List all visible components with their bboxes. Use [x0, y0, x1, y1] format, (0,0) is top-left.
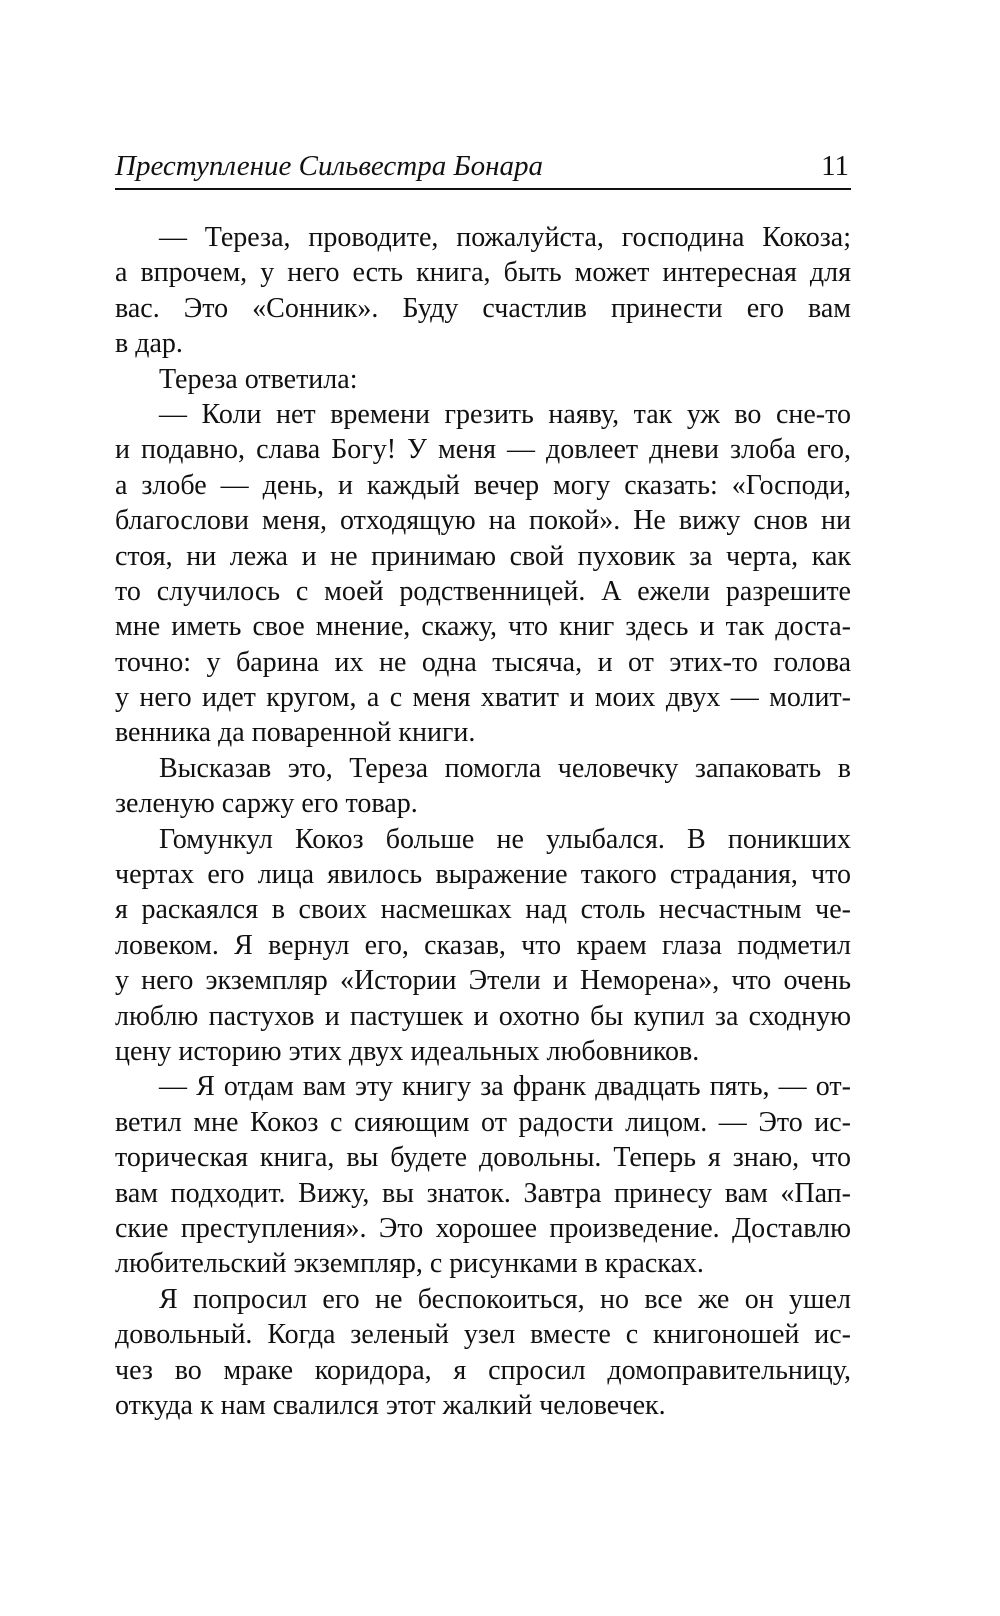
- text-line: у него экземпляр «Истории Этели и Неморена», что очень: [115, 965, 851, 997]
- text-line: в дар.: [115, 328, 183, 360]
- text-line: чез во мраке коридора, я спросил домоправительницу,: [115, 1354, 851, 1386]
- text-line: я раскаялся в своих насмешках над столь несчастным че-: [115, 894, 851, 926]
- text-line: зеленую саржу его товар.: [115, 788, 418, 820]
- text-line: — Тереза, проводите, пожалуйста, господина Кокоза;: [159, 222, 851, 253]
- text-line: Я попросил его не беспокоиться, но все же он ушел: [159, 1283, 851, 1315]
- text-line: благослови меня, отходящую на покой». Не вижу снов ни: [115, 505, 851, 537]
- text-line: вас. Это «Сонник». Буду счастлив принести его вам: [115, 292, 851, 324]
- running-title: Преступление Сильвестра Бонара: [115, 150, 543, 182]
- text-line: ловеком. Я вернул его, сказав, что краем глаза подметил: [115, 929, 851, 961]
- text-line: и подавно, слава Богу! У меня — довлеет дневи злоба его,: [115, 434, 851, 466]
- text-line: торическая книга, вы будете довольны. Теперь я знаю, что: [115, 1142, 851, 1174]
- text-line: стоя, ни лежа и не принимаю свой пуховик за черта, как: [115, 540, 851, 572]
- text-line: то случилось с моей родственницей. А ежели разрешите: [115, 575, 851, 607]
- text-line: откуда к нам свалился этот жалкий человечек.: [115, 1389, 666, 1421]
- body-text: [115, 220, 851, 1423]
- text-line: чертах его лица явилось выражение такого страдания, что: [115, 859, 851, 891]
- text-line: люблю пастухов и пастушек и охотно бы купил за сходную: [115, 1000, 851, 1032]
- text-line: Тереза ответила:: [159, 363, 358, 395]
- text-line: — Коли нет времени грезить наяву, так уж во сне-то: [159, 398, 851, 430]
- text-line: любительский экземпляр, с рисунками в красках.: [115, 1248, 704, 1280]
- text-line: ские преступления». Это хорошее произведение. Доставлю: [115, 1212, 851, 1244]
- text-line: у него идет кругом, а с меня хватит и моих двух — молит-: [115, 682, 851, 714]
- text-line: довольный. Когда зеленый узел вместе с книгоношей ис-: [115, 1319, 851, 1351]
- text-line: вам подходит. Вижу, вы знаток. Завтра принесу вам «Пап-: [115, 1177, 851, 1209]
- text-line: Высказав это, Тереза помогла человечку запаковать в: [159, 752, 851, 784]
- text-line: — Я отдам вам эту книгу за франк двадцать пять, — от-: [159, 1071, 851, 1103]
- text-line: точно: у барина их не одна тысяча, и от этих-то голова: [115, 646, 851, 678]
- text-line: ветил мне Кокоз с сияющим от радости лицом. — Это ис-: [115, 1106, 851, 1138]
- text-line: цену историю этих двух идеальных любовников.: [115, 1035, 700, 1067]
- running-head: [115, 148, 851, 190]
- page-number: 11: [821, 150, 849, 182]
- text-line: Гомункул Кокоз больше не улыбался. В поникших: [159, 823, 851, 855]
- text-line: венника да поваренной книги.: [115, 717, 476, 749]
- text-line: мне иметь свое мнение, скажу, что книг здесь и так доста-: [115, 611, 851, 643]
- text-line: а впрочем, у него есть книга, быть может интересная для: [115, 257, 851, 289]
- text-line: а злобе — день, и каждый вечер могу сказать: «Господи,: [115, 469, 851, 501]
